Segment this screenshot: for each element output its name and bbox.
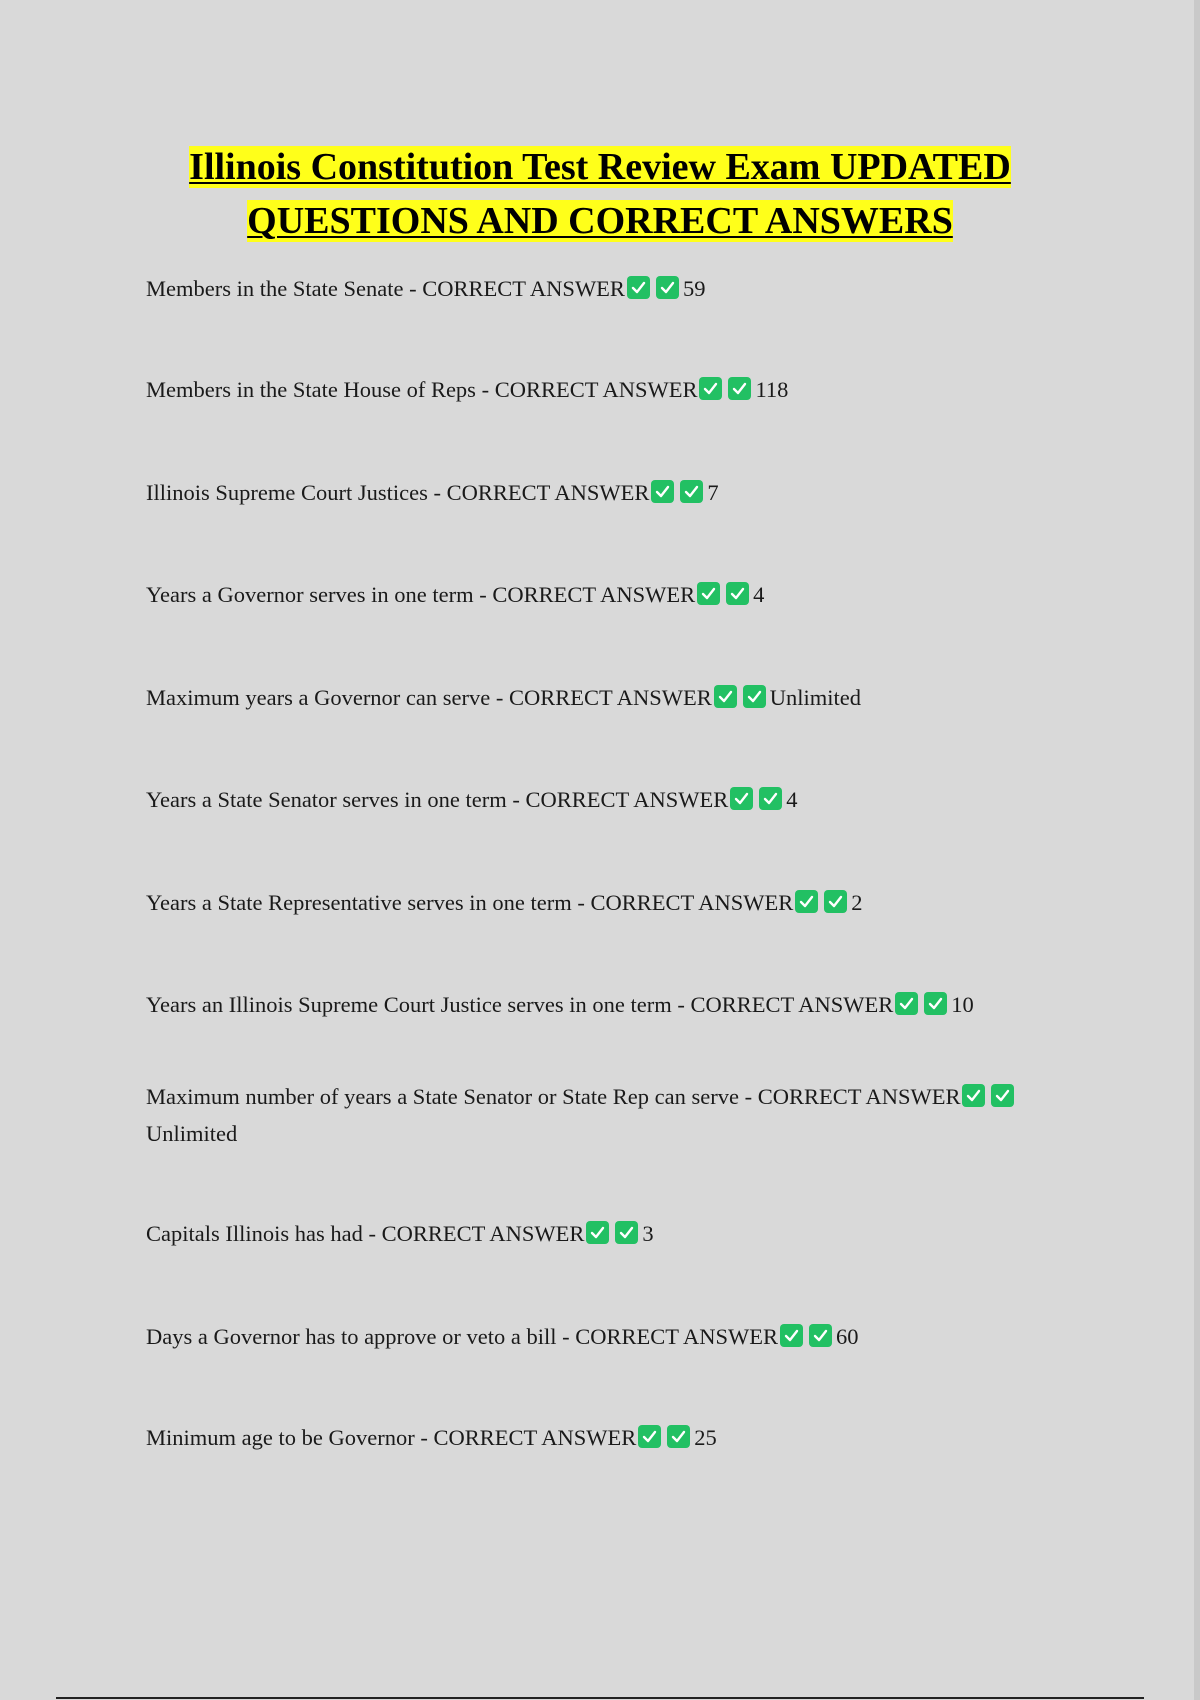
answer-text: 7 xyxy=(707,480,719,505)
check-mark-icon xyxy=(759,787,782,810)
check-mark-icon xyxy=(586,1221,609,1244)
qa-item xyxy=(146,1078,1066,1152)
question-separator: - xyxy=(490,685,509,710)
answer-text: 4 xyxy=(786,787,798,812)
correct-answer-label: CORRECT ANSWER xyxy=(509,685,712,710)
qa-item xyxy=(146,1419,1066,1456)
qa-item xyxy=(146,1318,1066,1355)
qa-item xyxy=(146,986,1066,1023)
question-text: Years a Governor serves in one term xyxy=(146,582,474,607)
correct-answer-label: CORRECT ANSWER xyxy=(446,480,650,505)
question-separator: - xyxy=(414,1425,434,1450)
check-mark-icon xyxy=(656,276,679,299)
check-mark-icon xyxy=(651,480,674,503)
check-mark-icon xyxy=(615,1221,638,1244)
answer-text: 60 xyxy=(836,1324,859,1349)
question-separator: - xyxy=(671,992,691,1017)
correct-answer-label: CORRECT ANSWER xyxy=(575,1324,779,1349)
check-mark-icon xyxy=(699,377,722,400)
question-text: Members in the State House of Reps xyxy=(146,377,476,402)
check-mark-icon xyxy=(728,377,751,400)
check-mark-icon xyxy=(714,685,737,708)
question-text: Members in the State Senate xyxy=(146,276,404,301)
qa-item xyxy=(146,474,1066,511)
check-mark-icon xyxy=(638,1425,661,1448)
question-text: Illinois Supreme Court Justices xyxy=(146,480,428,505)
question-separator: - xyxy=(427,480,447,505)
qa-item xyxy=(146,884,1066,921)
answer-text: 3 xyxy=(642,1221,654,1246)
check-mark-icon xyxy=(795,890,818,913)
answer-text: Unlimited xyxy=(146,1121,238,1146)
answer-text: 10 xyxy=(951,992,974,1017)
correct-answer-label: CORRECT ANSWER xyxy=(757,1084,961,1109)
question-separator: - xyxy=(475,377,495,402)
correct-answer-label: CORRECT ANSWER xyxy=(494,377,698,402)
question-separator: - xyxy=(571,890,591,915)
check-mark-icon xyxy=(809,1324,832,1347)
correct-answer-label: CORRECT ANSWER xyxy=(590,890,794,915)
question-text: Capitals Illinois has had xyxy=(146,1221,363,1246)
document-title xyxy=(60,140,1140,248)
check-mark-icon xyxy=(680,480,703,503)
question-text: Maximum years a Governor can serve xyxy=(146,685,491,710)
question-separator: - xyxy=(556,1324,576,1349)
question-separator: - xyxy=(362,1221,382,1246)
qa-item xyxy=(146,576,1066,613)
check-mark-icon xyxy=(895,992,918,1015)
qa-item xyxy=(146,781,1066,818)
check-mark-icon xyxy=(991,1084,1014,1107)
page-edge xyxy=(1194,0,1200,1700)
question-text: Minimum age to be Governor xyxy=(146,1425,415,1450)
correct-answer-label: CORRECT ANSWER xyxy=(433,1425,637,1450)
title-line-2: QUESTIONS AND CORRECT ANSWERS xyxy=(247,200,953,242)
answer-text: 59 xyxy=(682,276,706,301)
answer-text: 2 xyxy=(851,890,863,915)
qa-item xyxy=(146,1215,1066,1252)
question-separator: - xyxy=(738,1084,758,1109)
check-mark-icon xyxy=(780,1324,803,1347)
check-mark-icon xyxy=(726,582,749,605)
correct-answer-label: CORRECT ANSWER xyxy=(525,787,729,812)
check-mark-icon xyxy=(627,276,650,299)
correct-answer-label: CORRECT ANSWER xyxy=(690,992,894,1017)
question-text: Years a State Representative serves in one term xyxy=(146,890,572,915)
question-separator: - xyxy=(473,582,493,607)
correct-answer-label: CORRECT ANSWER xyxy=(422,276,625,301)
question-text: Maximum number of years a State Senator or State Rep can serve xyxy=(146,1084,739,1109)
qa-item xyxy=(146,270,1066,307)
qa-item xyxy=(146,371,1066,408)
question-separator: - xyxy=(506,787,526,812)
page-bottom-rule xyxy=(56,1697,1144,1699)
check-mark-icon xyxy=(824,890,847,913)
qa-item xyxy=(146,679,1066,716)
answer-text: 4 xyxy=(753,582,765,607)
check-mark-icon xyxy=(924,992,947,1015)
question-text: Days a Governor has to approve or veto a bill xyxy=(146,1324,557,1349)
title-line-1: Illinois Constitution Test Review Exam UPDATED xyxy=(189,146,1011,188)
check-mark-icon xyxy=(697,582,720,605)
correct-answer-label: CORRECT ANSWER xyxy=(381,1221,585,1246)
check-mark-icon xyxy=(962,1084,985,1107)
question-text: Years an Illinois Supreme Court Justice serves in one term xyxy=(146,992,672,1017)
question-separator: - xyxy=(403,276,423,301)
check-mark-icon xyxy=(730,787,753,810)
answer-text: Unlimited xyxy=(769,685,861,710)
question-text: Years a State Senator serves in one term xyxy=(146,787,507,812)
answer-text: 118 xyxy=(755,377,789,402)
check-mark-icon xyxy=(743,685,766,708)
correct-answer-label: CORRECT ANSWER xyxy=(492,582,696,607)
check-mark-icon xyxy=(667,1425,690,1448)
answer-text: 25 xyxy=(694,1425,717,1450)
